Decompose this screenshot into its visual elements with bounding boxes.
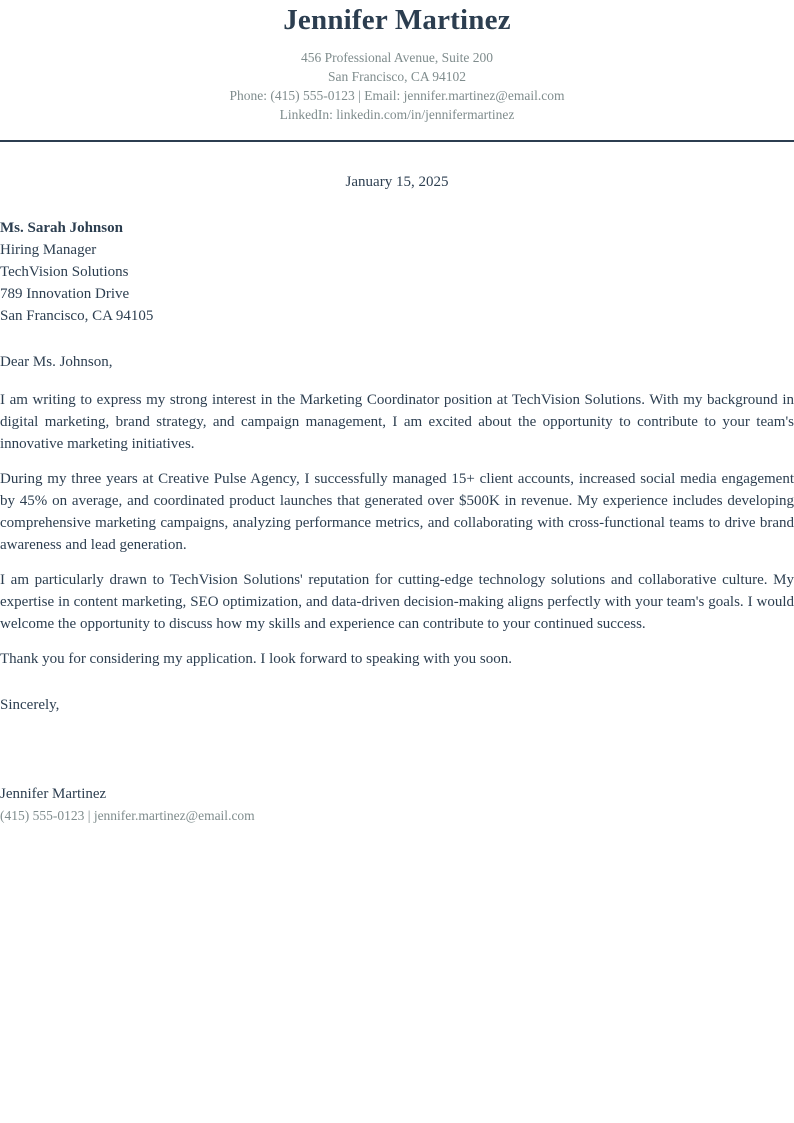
- recipient-company: TechVision Solutions: [0, 264, 129, 280]
- signature-contact: (415) 555-0123 | jennifer.martinez@email.com: [0, 808, 255, 823]
- body-paragraph: I am particularly drawn to TechVision Solutions' reputation for cutting-edge technology solutions and collaborative culture. My expertise in content marketing, SEO optimization, and data-driven decision-making aligns perfectly with your team's goals. I would welcome the opportunity to discuss how my skills and experience can contribute to your continued success.: [0, 572, 794, 632]
- sender-phone-email: Phone: (415) 555-0123 | Email: jennifer.martinez@email.com: [229, 88, 565, 103]
- recipient-title: Hiring Manager: [0, 242, 97, 258]
- letterhead: [0, 0, 794, 142]
- letter-body: [0, 389, 794, 670]
- salutation: Dear Ms. Johnson,: [0, 354, 113, 370]
- sender-linkedin: LinkedIn: linkedin.com/in/jennifermartinez: [279, 107, 515, 122]
- sender-address-line1: 456 Professional Avenue, Suite 200: [300, 50, 494, 65]
- sender-name: Jennifer Martinez: [283, 4, 511, 36]
- recipient-name: Ms. Sarah Johnson: [0, 220, 123, 236]
- body-paragraph: During my three years at Creative Pulse Agency, I successfully managed 15+ client accounts, increased social media engagement by 45% on average, and coordinated product launches that generated over $500K in revenue. My experience includes developing comprehensive marketing campaigns, analyzing performance metrics, and collaborating with cross-functional teams to drive brand awareness and lead generation.: [0, 471, 794, 553]
- body-paragraph: I am writing to express my strong interest in the Marketing Coordinator position at TechVision Solutions. With my background in digital marketing, brand strategy, and campaign management, I am excited about the opportunity to contribute to your team's innovative marketing initiatives.: [0, 392, 794, 452]
- body-paragraph: Thank you for considering my application. I look forward to speaking with you soon.: [0, 651, 512, 667]
- recipient-city: San Francisco, CA 94105: [0, 308, 154, 324]
- recipient-block: [0, 217, 794, 327]
- signature-name: Jennifer Martinez: [0, 786, 107, 802]
- sender-address-line2: San Francisco, CA 94102: [328, 69, 466, 84]
- closing: Sincerely,: [0, 697, 60, 713]
- letter-date: January 15, 2025: [345, 174, 449, 190]
- recipient-street: 789 Innovation Drive: [0, 286, 130, 302]
